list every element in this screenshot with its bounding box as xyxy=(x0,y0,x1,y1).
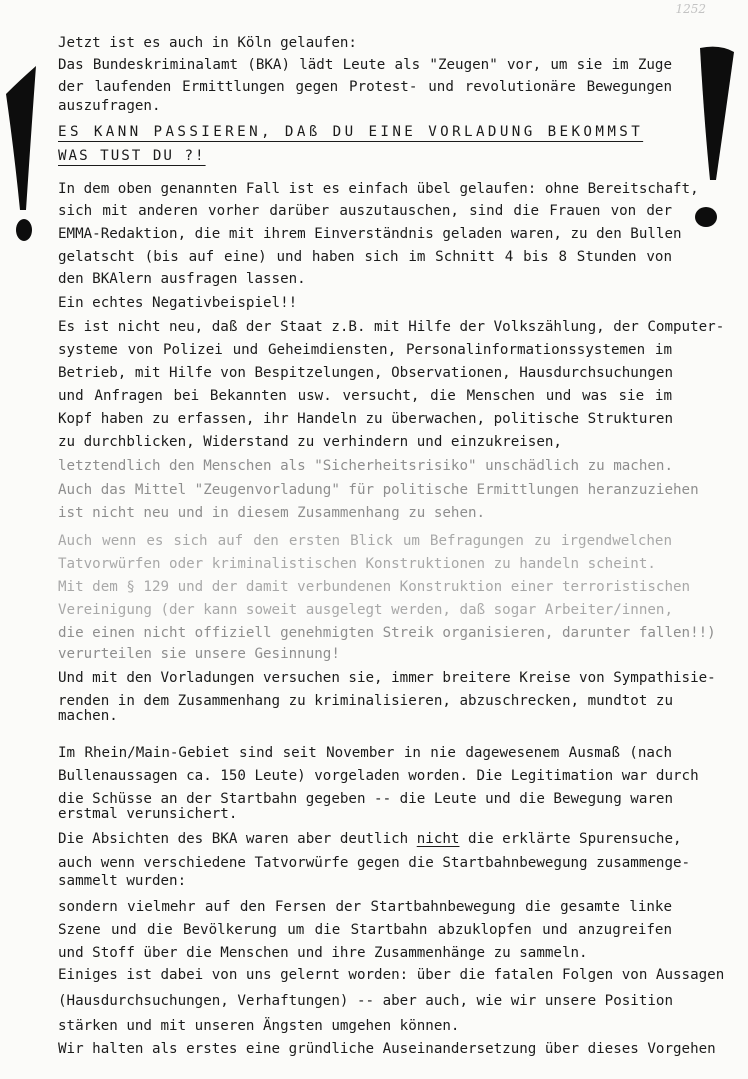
body-line: sammelt wurden: xyxy=(58,873,187,889)
body-line: den BKAlern ausfragen lassen. xyxy=(58,271,306,287)
body-line: gelatscht (bis auf eine) und haben sich im Schnitt 4 bis 8 Stunden von xyxy=(58,249,672,265)
emphasis-nicht: nicht xyxy=(416,831,460,847)
body-line: Auch das Mittel "Zeugenvorladung" für politische Ermittlungen heranzuziehen xyxy=(58,482,699,498)
body-line: Im Rhein/Main-Gebiet sind seit November in nie dagewesenem Ausmaß (nach xyxy=(58,745,672,761)
body-line: Szene und die Bevölkerung um die Startbahn abzuklopfen und anzugreifen xyxy=(58,922,672,938)
body-line: und Anfragen bei Bekannten usw. versucht, die Menschen und was sie im xyxy=(58,388,672,404)
body-line: Es ist nicht neu, daß der Staat z.B. mit Hilfe der Volkszählung, der Computer- xyxy=(58,319,725,335)
faded-line: Vereinigung (der kann soweit ausgelegt werden, daß sogar Arbeiter/innen, xyxy=(58,602,673,618)
text-fragment: Die Absichten des BKA waren aber deutlich xyxy=(58,831,417,847)
faded-line: die einen nicht offiziell genehmigten Streik organisieren, darunter fallen!!) xyxy=(58,625,716,641)
body-line: In dem oben genannten Fall ist es einfach übel gelaufen: ohne Bereitschaft, xyxy=(58,181,699,197)
body-line: Und mit den Vorladungen versuchen sie, immer breitere Kreise von Sympathisie- xyxy=(58,670,716,686)
heading-vorladung: ES KANN PASSIEREN, DAß DU EINE VORLADUNG BEKOMMST xyxy=(58,124,644,140)
exclamation-mark-left-icon xyxy=(2,60,42,250)
faded-line: Tatvorwürfen oder kriminalistischen Konstruktionen zu handeln scheint. xyxy=(58,556,656,572)
intro-line: Jetzt ist es auch in Köln gelaufen: xyxy=(58,35,357,51)
body-line xyxy=(58,830,682,848)
body-line: sich mit anderen vorher darüber auszutauschen, sind die Frauen von der xyxy=(58,203,672,219)
pencil-note: 1252 xyxy=(675,2,706,16)
body-line: Wir halten als erstes eine gründliche Auseinandersetzung über dieses Vorgehen xyxy=(58,1041,716,1057)
body-line: Betrieb, mit Hilfe von Bespitzelungen, Observationen, Hausdurchsuchungen xyxy=(58,365,673,381)
body-line: die Schüsse an der Startbahn gegeben -- die Leute und die Bewegung waren xyxy=(58,791,673,807)
faded-line: Auch wenn es sich auf den ersten Blick um Befragungen zu irgendwelchen xyxy=(58,533,672,549)
exclamation-mark-right-icon xyxy=(690,40,740,240)
body-line: erstmal verunsichert. xyxy=(58,806,238,822)
body-line: und Stoff über die Menschen und ihre Zusammenhänge zu sammeln. xyxy=(58,945,588,961)
body-line: auch wenn verschiedene Tatvorwürfe gegen die Startbahnbewegung zusammenge- xyxy=(58,855,691,871)
intro-line: auszufragen. xyxy=(58,98,161,114)
heading-was-tust-du: WAS TUST DU ?! xyxy=(58,148,206,164)
faded-line: verurteilen sie unsere Gesinnung! xyxy=(58,646,340,662)
faded-line: Mit dem § 129 und der damit verbundenen Konstruktion einer terroristischen xyxy=(58,579,691,595)
body-line: sondern vielmehr auf den Fersen der Startbahnbewegung die gesamte linke xyxy=(58,899,672,915)
body-line: Kopf haben zu erfassen, ihr Handeln zu überwachen, politische Strukturen xyxy=(58,411,673,427)
body-line: ist nicht neu und in diesem Zusammenhang zu sehen. xyxy=(58,505,486,521)
body-line: Ein echtes Negativbeispiel!! xyxy=(58,295,298,311)
body-line: letztendlich den Menschen als "Sicherheitsrisiko" unschädlich zu machen. xyxy=(58,458,673,474)
text-fragment: die erklärte Spurensuche, xyxy=(459,831,682,847)
body-line: renden in dem Zusammenhang zu kriminalisieren, abzuschrecken, mundtot zu xyxy=(58,693,673,709)
body-line: stärken und mit unseren Ängsten umgehen können. xyxy=(58,1018,460,1034)
body-line: EMMA-Redaktion, die mit ihrem Einverständnis geladen waren, zu den Bullen xyxy=(58,226,682,242)
intro-line: Das Bundeskriminalamt (BKA) lädt Leute als "Zeugen" vor, um sie im Zuge xyxy=(58,57,672,73)
intro-line: der laufenden Ermittlungen gegen Protest- und revolutionäre Bewegungen xyxy=(58,79,672,95)
body-line: zu durchblicken, Widerstand zu verhindern und einzukreisen, xyxy=(58,434,562,450)
body-line: systeme von Polizei und Geheimdiensten, Personalinformationssystemen im xyxy=(58,342,672,358)
body-line: machen. xyxy=(58,708,118,724)
body-line: (Hausdurchsuchungen, Verhaftungen) -- aber auch, wie wir unsere Position xyxy=(58,993,673,1009)
body-line: Einiges ist dabei von uns gelernt worden: über die fatalen Folgen von Aussagen xyxy=(58,967,725,983)
body-line: Bullenaussagen ca. 150 Leute) vorgeladen worden. Die Legitimation war durch xyxy=(58,768,699,784)
